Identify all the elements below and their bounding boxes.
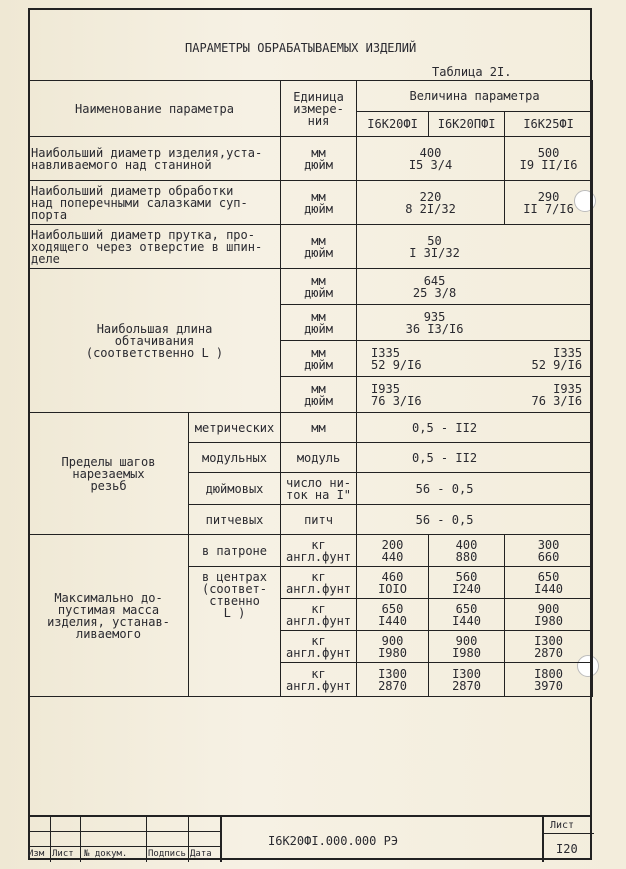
model-3: I6K25ФI <box>523 117 574 131</box>
row-5-sub-3: дюймовых <box>189 473 281 505</box>
row-5-sub-1: метрических <box>189 413 281 443</box>
page-title: ПАРАМЕТРЫ ОБРАБАТЫВАЕМЫХ ИЗДЕЛИЙ <box>185 41 417 55</box>
row-5-unit-4: питч <box>281 505 357 535</box>
row-6-centers: в центрах (соответ- ственно L ) <box>189 567 281 697</box>
stamp-label-rev: Изм <box>28 849 45 859</box>
row-5-value-4: 56 - 0,5 <box>357 505 593 535</box>
header-value <box>357 81 593 137</box>
row-4-units-2: мм дюйм <box>281 305 357 341</box>
row-5-value-2: 0,5 - II2 <box>357 443 593 473</box>
row-6-unit-5: кг англ.фунт <box>281 663 357 697</box>
row-2-value-b: 290 II 7/I6 <box>505 181 593 225</box>
row-6-unit-2: кг англ.фунт <box>281 567 357 599</box>
sheet-label: Лист <box>550 820 575 831</box>
row-3-value: 50 I 3I/32 <box>357 225 593 269</box>
row-6-v-1-b: 400 880 <box>429 535 505 567</box>
row-3-units: мм дюйм <box>281 225 357 269</box>
row-6-v-5-c: I800 3970 <box>505 663 593 697</box>
row-1-value-b: 500 I9 II/I6 <box>505 137 593 181</box>
stamp-label-sheet: Лист <box>52 849 74 859</box>
row-6-v-5-b: I300 2870 <box>429 663 505 697</box>
row-6-v-3-b: 650 I440 <box>429 599 505 631</box>
row-5-name: Пределы шагов нарезаемых резьб <box>29 413 189 535</box>
stamp-label-date: Дата <box>190 849 212 859</box>
title-block <box>28 815 592 862</box>
row-6-v-2-b: 560 I240 <box>429 567 505 599</box>
row-6-v-2-c: 650 I440 <box>505 567 593 599</box>
stamp-label-sign: Подпись <box>148 849 186 859</box>
row-6-v-5-a: I300 2870 <box>357 663 429 697</box>
row-4-units-4: мм дюйм <box>281 377 357 413</box>
header-unit <box>281 81 357 137</box>
table-number: Таблица 2I. <box>432 65 512 79</box>
header-parameter-text: Наименование параметра <box>75 101 234 116</box>
row-6-v-1-c: 300 660 <box>505 535 593 567</box>
sheet-number: I20 <box>556 842 578 856</box>
revision-grid <box>28 817 220 862</box>
header-unit-2: измере- <box>293 101 344 116</box>
row-4-value-4: I935 76 3/I6 I935 76 3/I6 <box>357 377 593 413</box>
row-2-name: Наибольший диаметр обработки над поперечными салазками суп- порта <box>29 181 281 225</box>
row-5-value-3: 56 - 0,5 <box>357 473 593 505</box>
row-6-v-1-a: 200 440 <box>357 535 429 567</box>
row-4-units-1: мм дюйм <box>281 269 357 305</box>
row-6-v-4-a: 900 I980 <box>357 631 429 663</box>
row-1-units: мм дюйм <box>281 137 357 181</box>
header-parameter <box>29 81 281 137</box>
header-unit-3: ния <box>307 113 330 128</box>
row-6-v-3-a: 650 I440 <box>357 599 429 631</box>
sheet-box <box>542 817 594 862</box>
document-code: I6K20ФI.000.000 РЭ <box>268 834 399 848</box>
row-6-v-2-a: 460 IOIO <box>357 567 429 599</box>
row-1-name: Наибольший диаметр изделия,уста- навливаемого над станиной <box>29 137 281 181</box>
row-1-value-a: 400 I5 3/4 <box>357 137 505 181</box>
row-5-sub-2: модульных <box>189 443 281 473</box>
header-unit-1: Единица <box>293 89 344 104</box>
row-3-name: Наибольший диаметр прутка, про- ходящего через отверстие в шпин- деле <box>29 225 281 269</box>
model-2: I6K20ПФI <box>429 112 505 136</box>
row-5-unit-1: мм <box>281 413 357 443</box>
stamp-label-doc: № докум. <box>84 849 128 859</box>
header-value-text: Величина параметра <box>357 81 592 112</box>
row-6-v-4-c: I300 2870 <box>505 631 593 663</box>
row-5-unit-2: модуль <box>281 443 357 473</box>
row-6-name: Максимально до- пустимая масса изделия, устанав- ливаемого <box>29 535 189 697</box>
row-5-unit-3: число ни- ток на I" <box>281 473 357 505</box>
row-4-value-3: I335 52 9/I6 I335 52 9/I6 <box>357 341 593 377</box>
row-6-unit-1: кг англ.фунт <box>281 535 357 567</box>
row-6-v-4-b: 900 I980 <box>429 631 505 663</box>
row-6-unit-3: кг англ.фунт <box>281 599 357 631</box>
row-5-value-1: 0,5 - II2 <box>357 413 593 443</box>
model-1: I6K20ФI <box>357 112 429 136</box>
row-6-v-3-c: 900 I980 <box>505 599 593 631</box>
row-4-value-2: 935 36 I3/I6 <box>357 305 593 341</box>
parameters-table <box>28 80 593 697</box>
row-4-name: Наибольшая длина обтачивания (соответственно L ) <box>29 269 281 413</box>
row-4-value-1: 645 25 3/8 <box>357 269 593 305</box>
row-6-unit-4: кг англ.фунт <box>281 631 357 663</box>
row-2-value-a: 220 8 2I/32 <box>357 181 505 225</box>
row-5-sub-4: питчевых <box>189 505 281 535</box>
row-4-units-3: мм дюйм <box>281 341 357 377</box>
row-6-chuck: в патроне <box>189 535 281 567</box>
row-2-units: мм дюйм <box>281 181 357 225</box>
